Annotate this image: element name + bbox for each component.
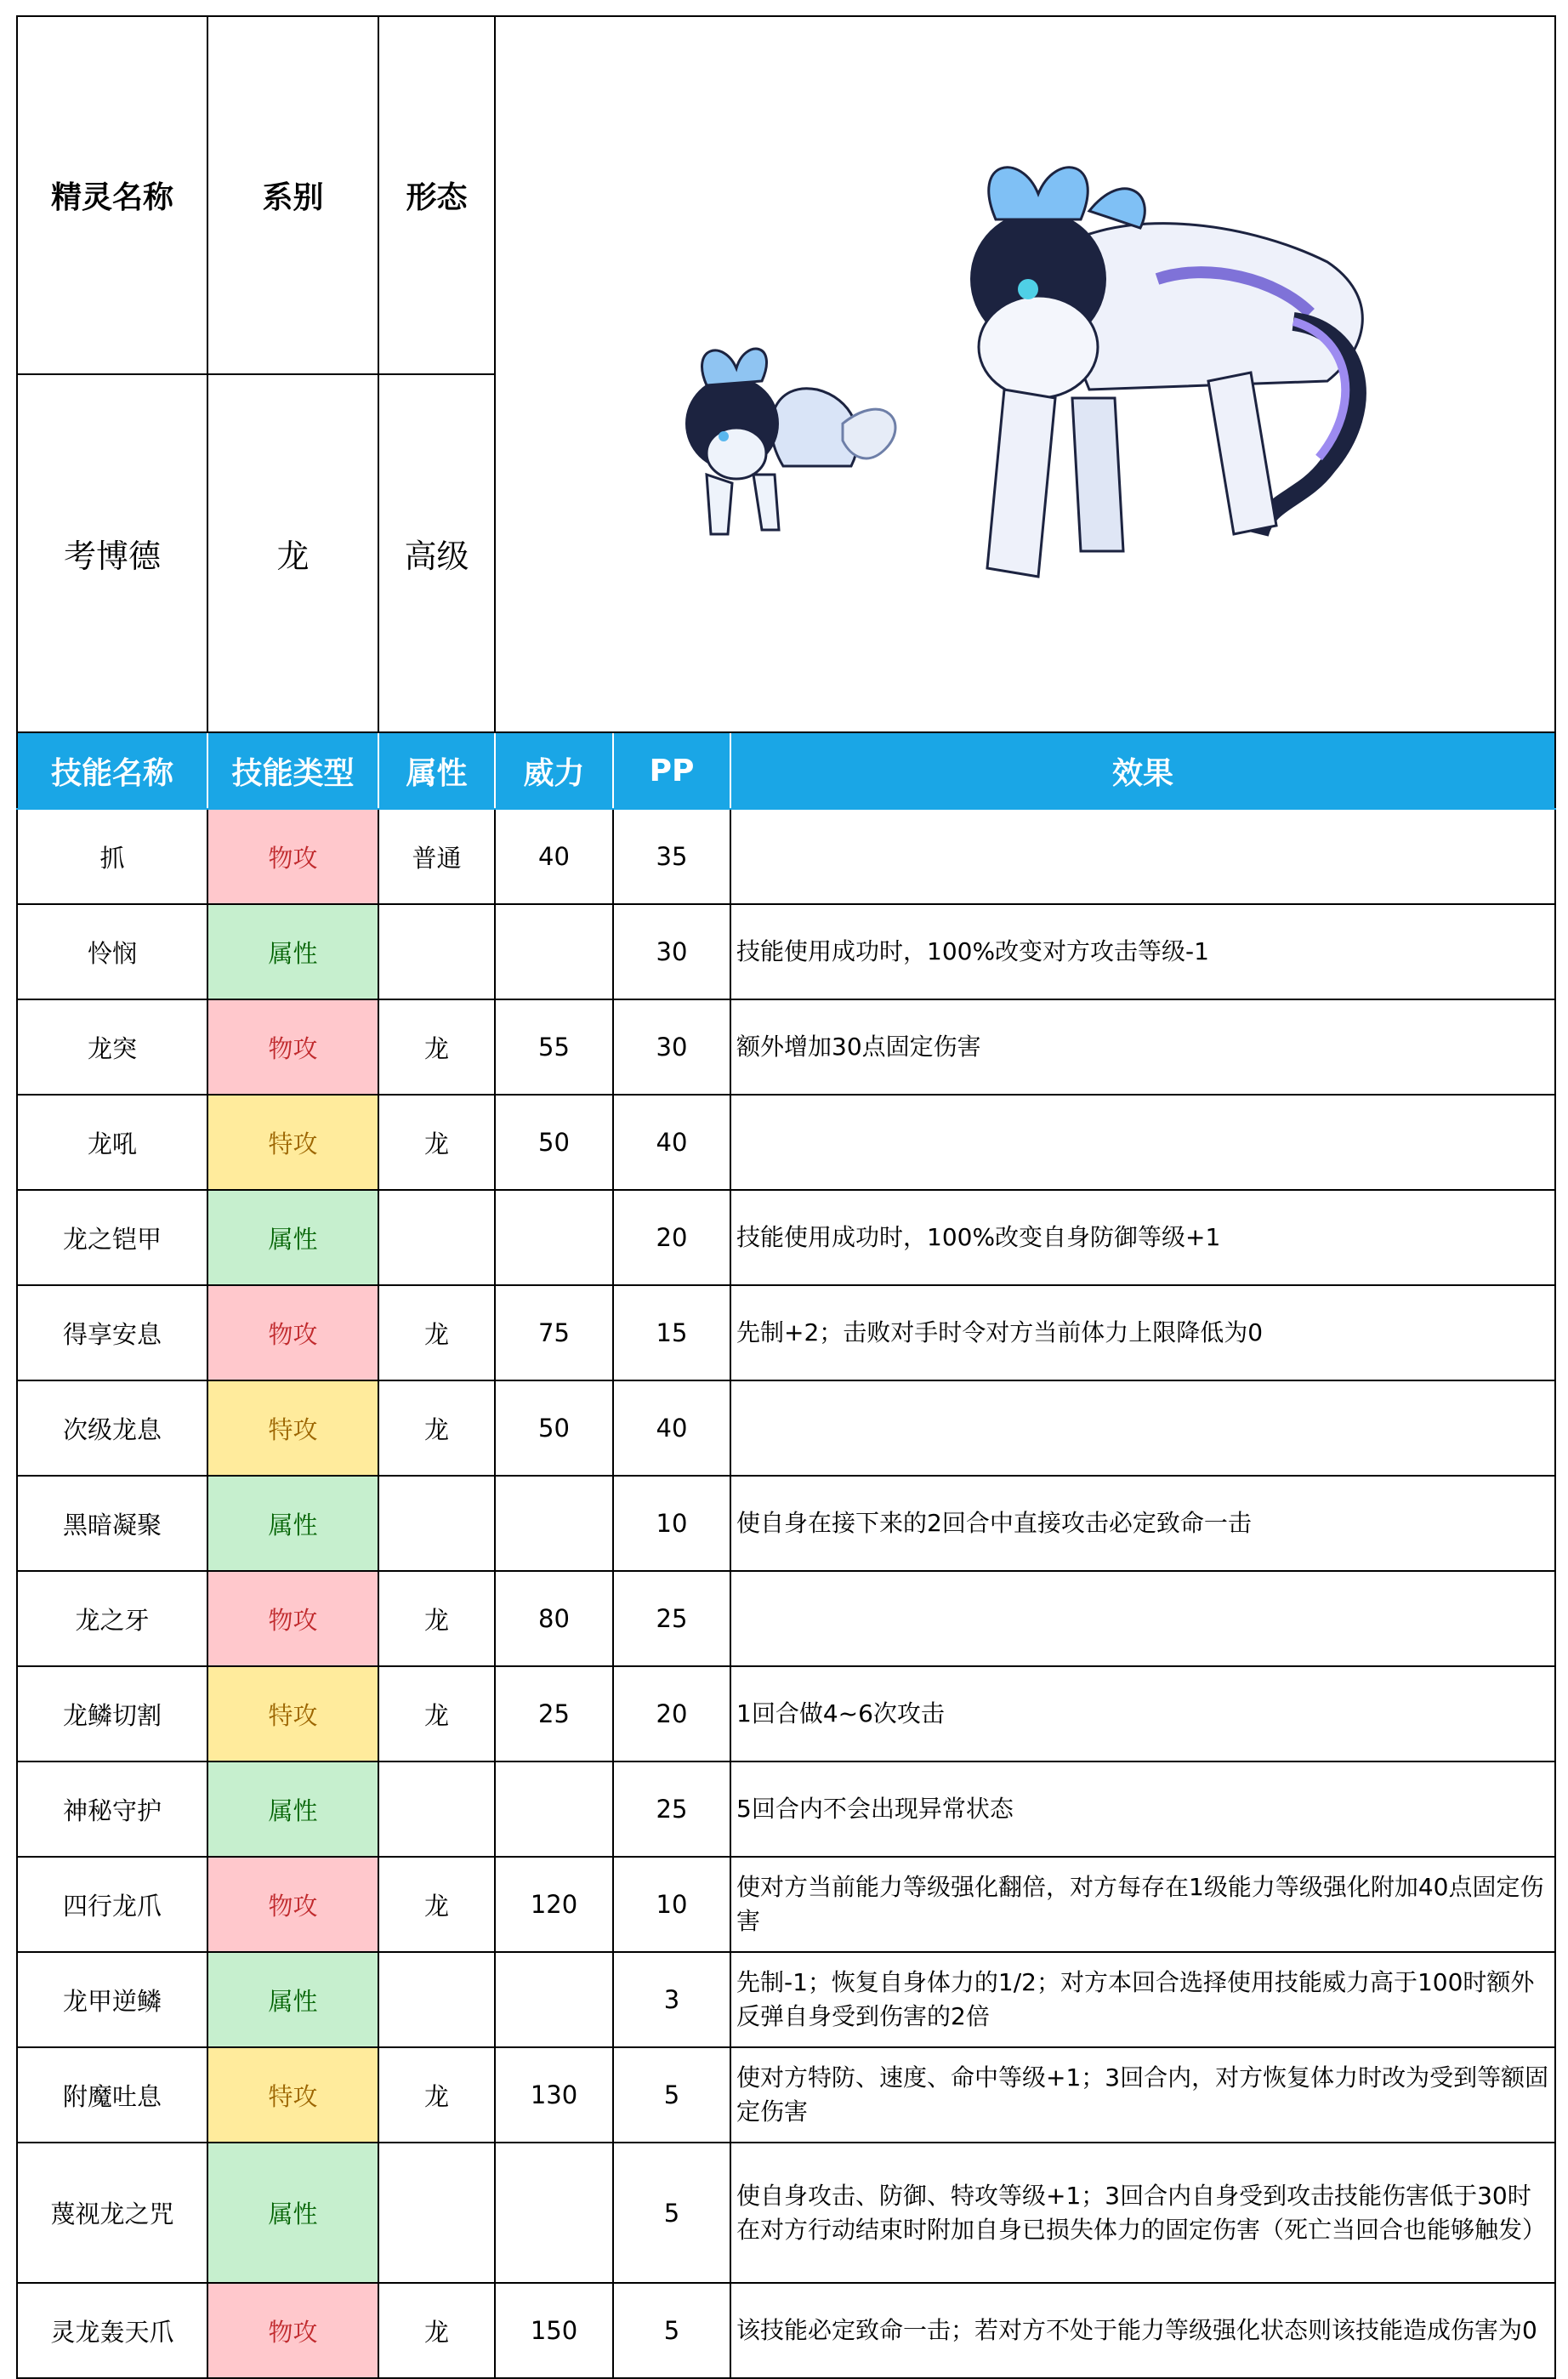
skill-pp: 15 (613, 1285, 730, 1380)
skill-effect (730, 1571, 1555, 1666)
skill-pp: 30 (613, 904, 730, 999)
skill-pp: 25 (613, 1761, 730, 1857)
skill-pp: 40 (613, 1095, 730, 1190)
skill-pp: 3 (613, 1952, 730, 2047)
skill-name: 神秘守护 (17, 1761, 207, 1857)
skill-category: 物攻 (207, 1857, 378, 1952)
table-row (17, 1666, 1555, 1761)
skill-category: 属性 (207, 1761, 378, 1857)
table-row (17, 1952, 1555, 2047)
skill-category: 特攻 (207, 1380, 378, 1476)
skill-name: 灵龙轰天爪 (17, 2283, 207, 2378)
skill-category: 特攻 (207, 2047, 378, 2143)
skill-effect: 5回合内不会出现异常状态 (730, 1761, 1555, 1857)
skill-attribute: 龙 (378, 2047, 495, 2143)
skill-effect: 使自身在接下来的2回合中直接攻击必定致命一击 (730, 1476, 1555, 1571)
skill-effect: 使对方特防、速度、命中等级+1；3回合内，对方恢复体力时改为受到等额固定伤害 (730, 2047, 1555, 2143)
name-label: 精灵名称 (17, 16, 207, 374)
table-row (17, 999, 1555, 1095)
skill-category: 物攻 (207, 1571, 378, 1666)
creature-form: 高级 (378, 374, 495, 732)
skill-pp: 20 (613, 1666, 730, 1761)
skill-table (16, 15, 1556, 2379)
table-row (17, 1761, 1555, 1857)
skill-name: 龙鳞切割 (17, 1666, 207, 1761)
table-row (17, 1285, 1555, 1380)
skill-category: 特攻 (207, 1666, 378, 1761)
skill-attribute (378, 2143, 495, 2283)
skill-power: 25 (495, 1666, 613, 1761)
skill-name: 龙突 (17, 999, 207, 1095)
skill-power (495, 904, 613, 999)
skill-effect: 先制-1；恢复自身体力的1/2；对方本回合选择使用技能威力高于100时额外反弹自身受到伤害的2倍 (730, 1952, 1555, 2047)
table-row (17, 1571, 1555, 1666)
skill-power (495, 1190, 613, 1285)
col-power: 威力 (495, 732, 613, 809)
skill-category: 属性 (207, 1190, 378, 1285)
table-row (17, 2143, 1555, 2283)
skill-effect: 使自身攻击、防御、特攻等级+1；3回合内自身受到攻击技能伤害低于30时在对方行动结束时附加自身已损失体力的固定伤害（死亡当回合也能够触发） (730, 2143, 1555, 2283)
skill-power: 75 (495, 1285, 613, 1380)
skill-category: 特攻 (207, 1095, 378, 1190)
skill-effect (730, 1095, 1555, 1190)
skill-name: 蔑视龙之咒 (17, 2143, 207, 2283)
skill-power: 55 (495, 999, 613, 1095)
skill-effect: 该技能必定致命一击；若对方不处于能力等级强化状态则该技能造成伤害为0 (730, 2283, 1555, 2378)
col-skill-name: 技能名称 (17, 732, 207, 809)
skill-name: 四行龙爪 (17, 1857, 207, 1952)
table-row (17, 2047, 1555, 2143)
skill-power (495, 1952, 613, 2047)
skill-sheet (16, 15, 1554, 2379)
skill-pp: 10 (613, 1476, 730, 1571)
skill-attribute (378, 904, 495, 999)
skill-attribute (378, 1761, 495, 1857)
skill-pp: 5 (613, 2143, 730, 2283)
skill-attribute: 龙 (378, 1095, 495, 1190)
table-row (17, 1476, 1555, 1571)
skill-name: 得享安息 (17, 1285, 207, 1380)
skill-effect: 额外增加30点固定伤害 (730, 999, 1555, 1095)
skill-attribute (378, 1476, 495, 1571)
skill-name: 龙甲逆鳞 (17, 1952, 207, 2047)
skill-category: 属性 (207, 2143, 378, 2283)
skill-attribute (378, 1952, 495, 2047)
skill-category: 物攻 (207, 1285, 378, 1380)
skill-power (495, 1476, 613, 1571)
skill-power: 150 (495, 2283, 613, 2378)
skill-name: 龙之铠甲 (17, 1190, 207, 1285)
skill-effect: 技能使用成功时，100%改变对方攻击等级-1 (730, 904, 1555, 999)
skill-effect: 先制+2；击败对手时令对方当前体力上限降低为0 (730, 1285, 1555, 1380)
skill-pp: 10 (613, 1857, 730, 1952)
skill-power: 50 (495, 1380, 613, 1476)
skill-category: 物攻 (207, 2283, 378, 2378)
skill-attribute: 龙 (378, 2283, 495, 2378)
skill-category: 物攻 (207, 809, 378, 904)
column-header-row (17, 732, 1555, 809)
table-row (17, 904, 1555, 999)
skill-power: 120 (495, 1857, 613, 1952)
skill-pp: 20 (613, 1190, 730, 1285)
skill-category: 属性 (207, 1952, 378, 2047)
skill-power: 40 (495, 809, 613, 904)
skill-power (495, 1761, 613, 1857)
creature-type: 龙 (207, 374, 378, 732)
skill-category: 属性 (207, 1476, 378, 1571)
skill-effect (730, 1380, 1555, 1476)
creature-image-cell (495, 16, 1555, 732)
skill-attribute: 龙 (378, 1380, 495, 1476)
skill-pp: 30 (613, 999, 730, 1095)
col-effect: 效果 (730, 732, 1555, 809)
skill-effect: 技能使用成功时，100%改变自身防御等级+1 (730, 1190, 1555, 1285)
skill-power: 80 (495, 1571, 613, 1666)
table-row (17, 1095, 1555, 1190)
skill-attribute: 龙 (378, 1571, 495, 1666)
skill-category: 物攻 (207, 999, 378, 1095)
skill-name: 次级龙息 (17, 1380, 207, 1476)
skill-effect (730, 809, 1555, 904)
skill-name: 怜悯 (17, 904, 207, 999)
creature-name: 考博德 (17, 374, 207, 732)
skill-pp: 5 (613, 2047, 730, 2143)
small-form-creature (685, 349, 895, 534)
creature-illustration (562, 24, 1489, 721)
skill-power (495, 2143, 613, 2283)
table-row (17, 1190, 1555, 1285)
skill-attribute: 龙 (378, 1666, 495, 1761)
type-label: 系别 (207, 16, 378, 374)
skill-pp: 35 (613, 809, 730, 904)
skill-name: 附魔吐息 (17, 2047, 207, 2143)
skill-power: 130 (495, 2047, 613, 2143)
skill-attribute: 普通 (378, 809, 495, 904)
skill-name: 龙之牙 (17, 1571, 207, 1666)
col-attribute: 属性 (378, 732, 495, 809)
skill-power: 50 (495, 1095, 613, 1190)
skill-attribute: 龙 (378, 1285, 495, 1380)
skill-effect: 使对方当前能力等级强化翻倍，对方每存在1级能力等级强化附加40点固定伤害 (730, 1857, 1555, 1952)
skill-rows (17, 809, 1555, 2378)
info-header-row (17, 16, 1555, 374)
skill-pp: 40 (613, 1380, 730, 1476)
col-pp: PP (613, 732, 730, 809)
skill-attribute: 龙 (378, 1857, 495, 1952)
skill-category: 属性 (207, 904, 378, 999)
skill-attribute: 龙 (378, 999, 495, 1095)
skill-pp: 5 (613, 2283, 730, 2378)
col-skill-category: 技能类型 (207, 732, 378, 809)
table-row (17, 1380, 1555, 1476)
skill-name: 龙吼 (17, 1095, 207, 1190)
skill-name: 抓 (17, 809, 207, 904)
table-row (17, 809, 1555, 904)
skill-attribute (378, 1190, 495, 1285)
form-label: 形态 (378, 16, 495, 374)
evolved-form-creature (970, 168, 1362, 577)
skill-name: 黑暗凝聚 (17, 1476, 207, 1571)
skill-pp: 25 (613, 1571, 730, 1666)
table-row (17, 1857, 1555, 1952)
skill-effect: 1回合做4~6次攻击 (730, 1666, 1555, 1761)
table-row (17, 2283, 1555, 2378)
